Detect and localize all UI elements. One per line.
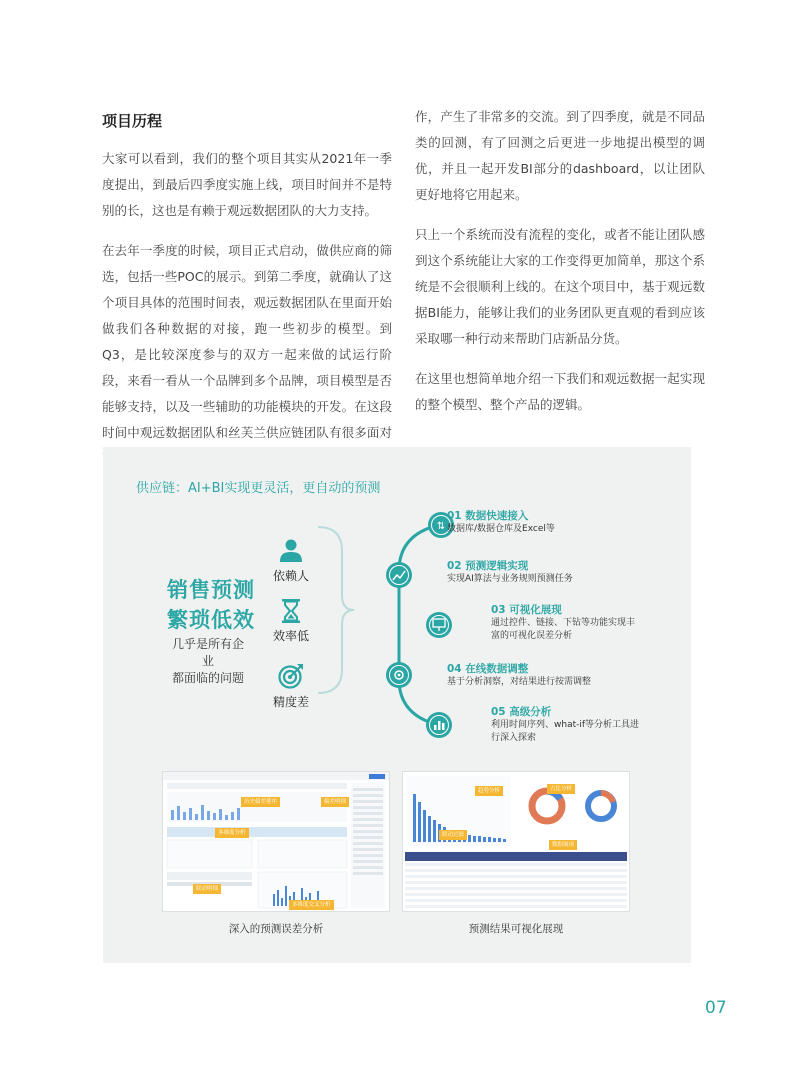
bracket-shape <box>316 525 356 695</box>
target-icon <box>278 663 304 689</box>
node-icon-advanced <box>426 712 452 738</box>
left-column <box>102 108 392 486</box>
feature-desc: 利用时间序列、what-if等分析工具进 <box>491 720 640 730</box>
dashboard-thumbnail-error-analysis <box>163 772 389 911</box>
paragraph: 在去年一季度的时候，项目正式启动，做供应商的筛选，包括一些POC的展示。到第二季度，就确认了这个项目具体的范围时间表，观远数据团队在里面开始做我们各种数据的对接，跑一些初步的模型。到Q3，是比较深度参与的双方一起来做的试运行阶段，来看一看从一个品牌到多个品牌，项目模型是否能够支持，以及一些辅助的功能模块的开发。在这段时间中观远数据团队和丝芙兰供应链团队有很多面对 <box>102 243 392 440</box>
caption: 预测结果可视化展现 <box>468 923 564 935</box>
feature-item <box>447 662 647 689</box>
big-title <box>167 575 255 635</box>
annotation-tag: 偏差明细 <box>321 797 349 807</box>
caption: 深入的预测误差分析 <box>228 923 324 935</box>
feature-title: 02 预测逻辑实现 <box>447 560 529 572</box>
feature-item <box>491 705 691 745</box>
pain-point-label: 依赖人 <box>272 569 309 583</box>
feature-title: 01 数据快速接入 <box>447 510 529 522</box>
right-column <box>415 104 705 432</box>
annotation-tag: 联动过滤 <box>439 830 467 840</box>
feature-title: 04 在线数据调整 <box>447 663 529 675</box>
feature-title: 03 可视化展现 <box>491 604 562 616</box>
big-title-line: 销售预测 <box>167 578 255 602</box>
big-title-line: 繁琐低效 <box>167 608 255 632</box>
pain-point-label: 精度差 <box>272 695 309 709</box>
annotation-tag: 联动明细 <box>193 884 221 894</box>
paragraph: 作，产生了非常多的交流。到了四季度，就是不同品类的回测，有了回测之后更进一步地提出模型的调优，并且一起开发BI部分的dashboard，以让团队更好地将它用起来。 <box>415 109 705 202</box>
annotation-tag: 趋势分析 <box>475 786 503 796</box>
flow-diagram <box>381 505 461 745</box>
infographic-title: 供应链：AI+BI实现更灵活，更自动的预测 <box>136 481 381 496</box>
paragraph: 只上一个系统而没有流程的变化，或者不能让团队感到这个系统能让大家的工作变得更加简单，那这个系统是不会很顺利上线的。在这个项目中，基于观远数据BI能力，能够让我们的业务团队更直观的看到应该采取哪一种行动来帮助门店新品分货。 <box>415 227 705 346</box>
node-icon-logic <box>386 562 412 588</box>
node-icon-adjust <box>386 662 412 688</box>
feature-item <box>491 603 691 643</box>
feature-item <box>447 559 647 586</box>
pain-point-dependency <box>261 539 321 584</box>
annotation-tag: 数据展现 <box>549 840 577 850</box>
dashboard-thumbnail-visualization <box>403 772 629 911</box>
feature-desc: 富的可视化误差分析 <box>491 631 573 641</box>
node-icon-visual <box>426 612 452 638</box>
infographic-box <box>103 447 691 963</box>
paragraph: 大家可以看到，我们的整个项目其实从2021年一季度提出，到最后四季度实施上线，项目时间并不是特别的长，这也是有赖于观远数据团队的大力支持。 <box>102 151 392 218</box>
paragraph: 在这里也想简单地介绍一下我们和观远数据一起实现的整个模型、整个产品的逻辑。 <box>415 371 705 412</box>
section-heading: 项目历程 <box>102 112 163 130</box>
sub-title-line: 都面临的问题 <box>171 671 244 685</box>
feature-item <box>447 509 647 536</box>
svg-text:⇅: ⇅ <box>436 521 446 532</box>
annotation-tag: 占比分析 <box>547 784 575 794</box>
hourglass-icon <box>282 599 300 623</box>
feature-desc: 通过控件、链接、下钻等功能实现丰 <box>491 618 636 628</box>
pain-point-label: 效率低 <box>272 629 309 643</box>
pain-point-precision <box>261 663 321 710</box>
sub-title-line: 几乎是所有企业 <box>171 637 244 668</box>
feature-desc: 行深入探索 <box>491 733 537 743</box>
annotation-tag: 多维度分析 <box>215 828 249 838</box>
page-number: 07 <box>705 998 727 1018</box>
feature-title: 05 高级分析 <box>491 706 552 718</box>
feature-desc: 基于分析洞察，对结果进行按需调整 <box>447 677 592 687</box>
person-icon <box>280 539 302 563</box>
pain-point-efficiency <box>261 599 321 644</box>
annotation-tag: 历史偏差排序 <box>241 797 280 807</box>
feature-desc: 数据库/数据仓库及Excel等 <box>447 524 555 534</box>
annotation-tag: 多维度交叉分析 <box>289 900 334 910</box>
feature-desc: 实现AI算法与业务规则预测任务 <box>447 574 573 584</box>
dashboard-image <box>403 772 629 911</box>
sub-title <box>169 636 247 687</box>
